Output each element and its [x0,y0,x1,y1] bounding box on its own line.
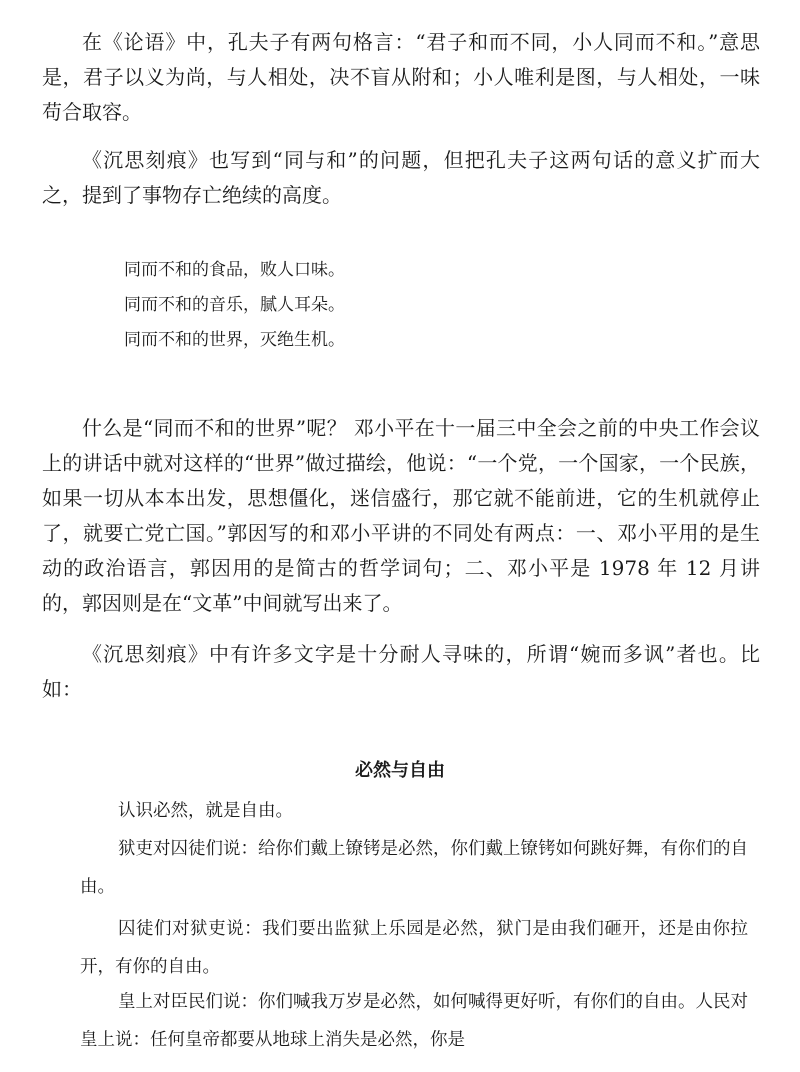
body-paragraph: 《沉思刻痕》也写到“同与和”的问题，但把孔夫子这两句话的意义扩而大之，提到了事物存亡绝续的高度。 [42,148,760,207]
excerpt-paragraph: 囚徒们对狱吏说：我们要出监狱上乐园是必然，狱门是由我们砸开，还是由你拉开，有你的自由。 [80,919,748,977]
excerpt-paragraph: 狱吏对囚徒们说：给你们戴上镣铐是必然，你们戴上镣铐如何跳好舞，有你们的自由。 [80,839,748,897]
body-paragraph: 《沉思刻痕》中有许多文字是十分耐人寻味的，所谓“婉而多讽”者也。比如： [42,642,760,701]
quote-line: 同而不和的世界，灭绝生机。 [124,330,345,350]
body-paragraph: 在《论语》中，孔夫子有两句格言：“君子和而不同，小人同而不和。”意思是，君子以义为尚，与人相处，决不盲从附和；小人唯利是图，与人相处，一味苟合取容。 [42,30,760,124]
excerpt-paragraph: 皇上对臣民们说：你们喊我万岁是必然，如何喊得更好听，有你们的自由。人民对皇上说：任何皇帝都要从地球上消失是必然，你是 [80,992,748,1050]
excerpt-paragraph: 认识必然，就是自由。 [118,801,293,821]
quote-line: 同而不和的音乐，腻人耳朵。 [124,295,345,315]
excerpt-title: 必然与自由 [355,760,445,781]
quote-line: 同而不和的食品，败人口味。 [124,260,345,280]
body-paragraph: 什么是“同而不和的世界”呢？ 邓小平在十一届三中全会之前的中央工作会议上的讲话中就对这样的“世界”做过描绘，他说：“一个党，一个国家，一个民族，如果一切从本本出发，思想僵化，迷信盛行，那它就不能前进，它的生机就停止了，就要亡党亡国。”郭因写的和邓小平讲的不同处有两点：一、邓小平用的是生动的政治语言，郭因用的是简古的哲学词句；二、邓小平是 1978 年 12 月讲的，郭因则是在“文革”中间就写出来了。 [42,416,760,615]
